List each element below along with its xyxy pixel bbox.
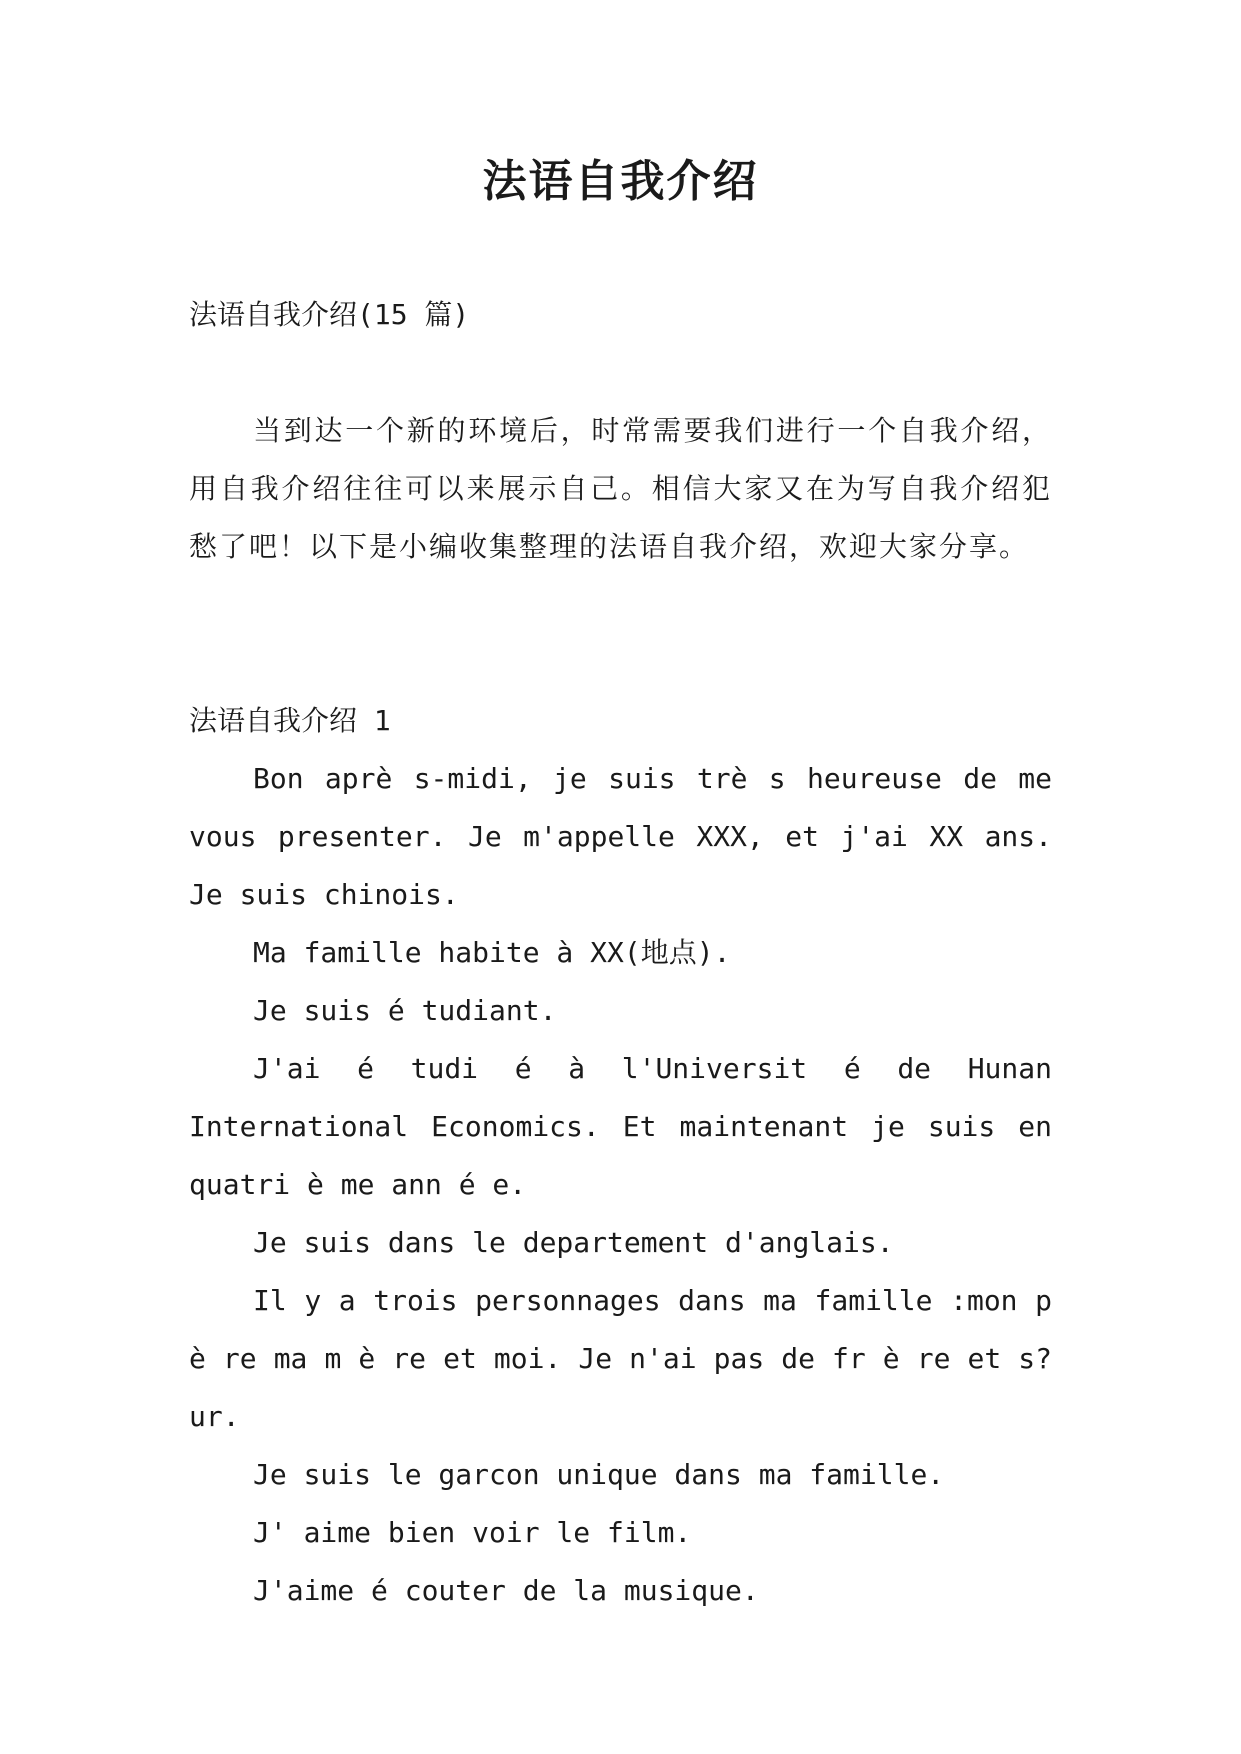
paragraph: Ma famille habite à XX(地点). [253, 936, 731, 969]
document-subtitle: 法语自我介绍(15 篇) [189, 298, 470, 331]
paragraph: Je suis é tudiant. [253, 994, 557, 1027]
intro-block [189, 402, 1052, 576]
section-heading: 法语自我介绍 1 [189, 704, 391, 737]
paragraph: Je suis dans le departement d'anglais. [253, 1226, 894, 1259]
page-title: 法语自我介绍 [482, 156, 759, 207]
paragraph: Bon aprè s-midi, je suis trè s heureuse de me vous presenter. Je m'appelle XXX, et j'ai XX ans. Je suis chinois. [189, 762, 1052, 911]
paragraph: Je suis le garcon unique dans ma famille. [253, 1458, 945, 1491]
paragraph: J' aime bien voir le film. [253, 1516, 692, 1549]
intro-paragraph: 当到达一个新的环境后，时常需要我们进行一个自我介绍，用自我介绍往往可以来展示自己。相信大家又在为写自我介绍犯愁了吧！以下是小编收集整理的法语自我介绍，欢迎大家分享。 [189, 414, 1052, 563]
paragraph: Il y a trois personnages dans ma famille :mon p è re ma m è re et moi. Je n'ai pas de fr è re et s?ur. [189, 1284, 1052, 1433]
paragraph: J'aime é couter de la musique. [253, 1574, 759, 1607]
paragraph: J'ai é tudi é à l'Universit é de Hunan International Economics. Et maintenant je suis en quatri è me ann é e. [189, 1052, 1052, 1201]
section-1 [189, 692, 1052, 1620]
